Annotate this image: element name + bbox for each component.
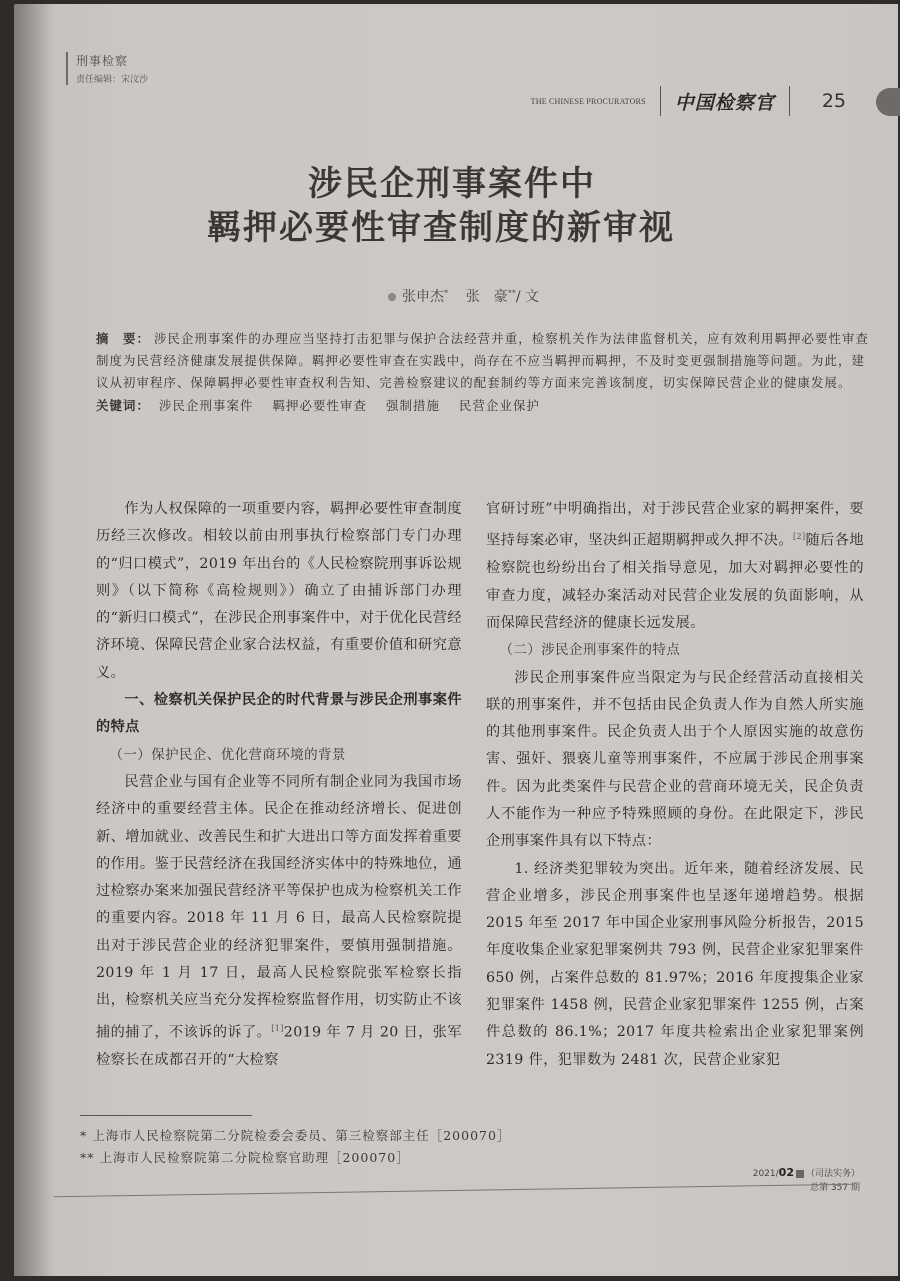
keyword: 民营企业保护 bbox=[459, 398, 540, 413]
footnote-divider bbox=[80, 1115, 252, 1116]
abstract-block bbox=[96, 328, 872, 417]
issue-year: 2021/ bbox=[752, 1169, 779, 1179]
author-2-mark: ** bbox=[507, 288, 516, 298]
masthead-divider bbox=[789, 86, 790, 116]
masthead bbox=[531, 84, 898, 118]
paragraph-text: 随后各地检察院也纷纷出台了相关指导意见，加大对羁押必要性的审查力度，减轻办案活动对民营企业发展的负面影响，从而保障民营经济的健康长远发展。 bbox=[486, 533, 865, 631]
footnote-1: * 上海市人民检察院第二分院检委会委员、第三检察部主任［200070］ bbox=[80, 1128, 511, 1143]
citation-link[interactable]: [1] bbox=[271, 1023, 284, 1033]
subheading-2: （二）涉民企刑事案件的特点 bbox=[499, 642, 681, 659]
subheading-1: （一）保护民企、优化营商环境的背景 bbox=[109, 746, 346, 763]
author-1-mark: * bbox=[444, 288, 448, 298]
section-header bbox=[66, 52, 148, 85]
footnotes bbox=[80, 1125, 510, 1169]
section-name: 刑事检察 bbox=[76, 54, 129, 68]
masthead-logo: 中国检察官 bbox=[674, 91, 775, 114]
byline bbox=[388, 286, 539, 306]
magazine-page bbox=[14, 4, 898, 1276]
issue-section: （司法实务） bbox=[805, 1169, 860, 1179]
abstract bbox=[96, 328, 872, 394]
issue-month: 02 bbox=[778, 1166, 794, 1179]
paragraph-text: 官研讨班”中明确指出，对于涉民营企业家的羁押案件，要坚持每案必审，坚决纠正超期羁押或久押不决。 bbox=[486, 501, 864, 550]
page-number: 25 bbox=[821, 90, 846, 112]
abstract-label: 摘 要： bbox=[96, 331, 150, 346]
byline-suffix: / 文 bbox=[515, 289, 539, 305]
body-column-right bbox=[486, 496, 864, 1074]
body-paragraph bbox=[486, 496, 864, 637]
keywords bbox=[96, 395, 872, 417]
title-line-1: 涉民企刑事案件中 bbox=[308, 164, 596, 204]
intro-paragraph: 作为人权保障的一项重要内容，羁押必要性审查制度历经三次修改。相较以前由刑事执行检察部门专门办理的“归口模式”，2019 年出台的《人民检察院刑事诉讼规则》（以下简称《高检规则》）确立了由捕诉部门办理的“新归口模式”，在涉民企刑事案件中，对于优化民营经济环境、保障民营企业家合法权益，有重要价值和研究意义。 bbox=[96, 501, 462, 681]
masthead-divider bbox=[660, 86, 661, 116]
thumb-index-tab bbox=[876, 88, 900, 116]
author-2: 张 豪 bbox=[465, 289, 508, 305]
body-paragraph: 涉民企刑事案件应当限定为与民企经营活动直接相关联的刑事案件，并不包括由民企负责人作为自然人所实施的其他刑事案件。民企负责人出于个人原因实施的故意伤害、强奸、猥亵儿童等刑事案件，不应属于涉民企刑事案件。因为此类案件与民营企业的营商环境无关，民企负责人不能作为一种应予特殊照顾的身份。在此限定下，涉民企刑事案件具有以下特点： bbox=[486, 669, 864, 850]
keyword: 涉民企刑事案件 bbox=[159, 398, 254, 413]
issue-total: 总第 357 期 bbox=[810, 1183, 860, 1193]
issue-info bbox=[753, 1166, 860, 1195]
page-bottom-rule bbox=[54, 1184, 854, 1198]
footnote-2: ** 上海市人民检察院第二分院检察官助理［200070］ bbox=[80, 1150, 410, 1165]
article-title bbox=[14, 162, 898, 250]
body-paragraph: 1. 经济类犯罪较为突出。近年来，随着经济发展、民营企业增多，涉民企刑事案件也呈逐年递增趋势。根据 2015 年至 2017 年中国企业家刑事风险分析报告，2015 年度收集企业家犯罪案例共 793 例，民营企业家犯罪案件 650 例，占案件总数的 81.97%；2016 年度搜集企业家犯罪案件 1458 例，民营企业家犯罪案件 1255 例，占案件总数的 86.1%；2017 年度共检索出企业家犯罪案例 2319 件，犯罪数为 2481 次，民营企业家犯 bbox=[486, 860, 864, 1068]
editor-line bbox=[76, 72, 148, 85]
paragraph-text: 2019 年 7 月 20 日，张军检察长在成都召开的“大检察 bbox=[96, 1024, 462, 1068]
bullet-dot-icon bbox=[388, 293, 396, 301]
abstract-text: 涉民企刑事案件的办理应当坚持打击犯罪与保护合法经营并重，检察机关作为法律监督机关，应有效利用羁押必要性审查制度为民营经济健康发展提供保障。羁押必要性审查在实践中，尚存在不应当羁押而羁押，不及时变更强制措施等问题。为此，建议从初审程序、保障羁押必要性审查权利告知、完善检察建议的配套制约等方面来完善该制度，切实保障民营企业的健康发展。 bbox=[96, 331, 869, 390]
section-heading-1: 一、检察机关保护民企的时代背景与涉民企刑事案件的特点 bbox=[96, 692, 462, 736]
citation-link[interactable]: [2] bbox=[792, 532, 806, 542]
author-1: 张申杰 bbox=[402, 289, 444, 305]
issue-mark-icon bbox=[796, 1170, 804, 1178]
editor-label: 责任编辑： bbox=[76, 75, 122, 85]
keyword: 强制措施 bbox=[385, 398, 440, 413]
masthead-english: THE CHINESE PROCURATORS bbox=[530, 96, 646, 106]
keyword: 羁押必要性审查 bbox=[272, 398, 367, 413]
keywords-label: 关键词： bbox=[96, 398, 150, 413]
body-paragraph bbox=[96, 769, 462, 1074]
editor-name: 宋汶沙 bbox=[121, 75, 149, 85]
paragraph-text: 民营企业与国有企业等不同所有制企业同为我国市场经济中的重要经营主体。民企在推动经济增长、促进创新、增加就业、改善民生和扩大进出口等方面发挥着重要的作用。鉴于民营经济在我国经济实体中的特殊地位，通过检察办案来加强民营经济平等保护也成为检察机关工作的重要内容。2018 年 11 月 6 日，最高人民检察院提出对于涉民营企业的经济犯罪案件，要慎用强制措施。2019 年 1 月 17 日，最高人民检察院张军检察长指出，检察机关应当充分发挥检察监督作用，切实防止不该捕的捕了，不该诉的诉了。 bbox=[96, 773, 462, 1041]
title-line-2: 羁押必要性审查制度的新审视 bbox=[207, 208, 675, 248]
issue-line bbox=[753, 1166, 860, 1181]
body-column-left bbox=[96, 496, 462, 1074]
